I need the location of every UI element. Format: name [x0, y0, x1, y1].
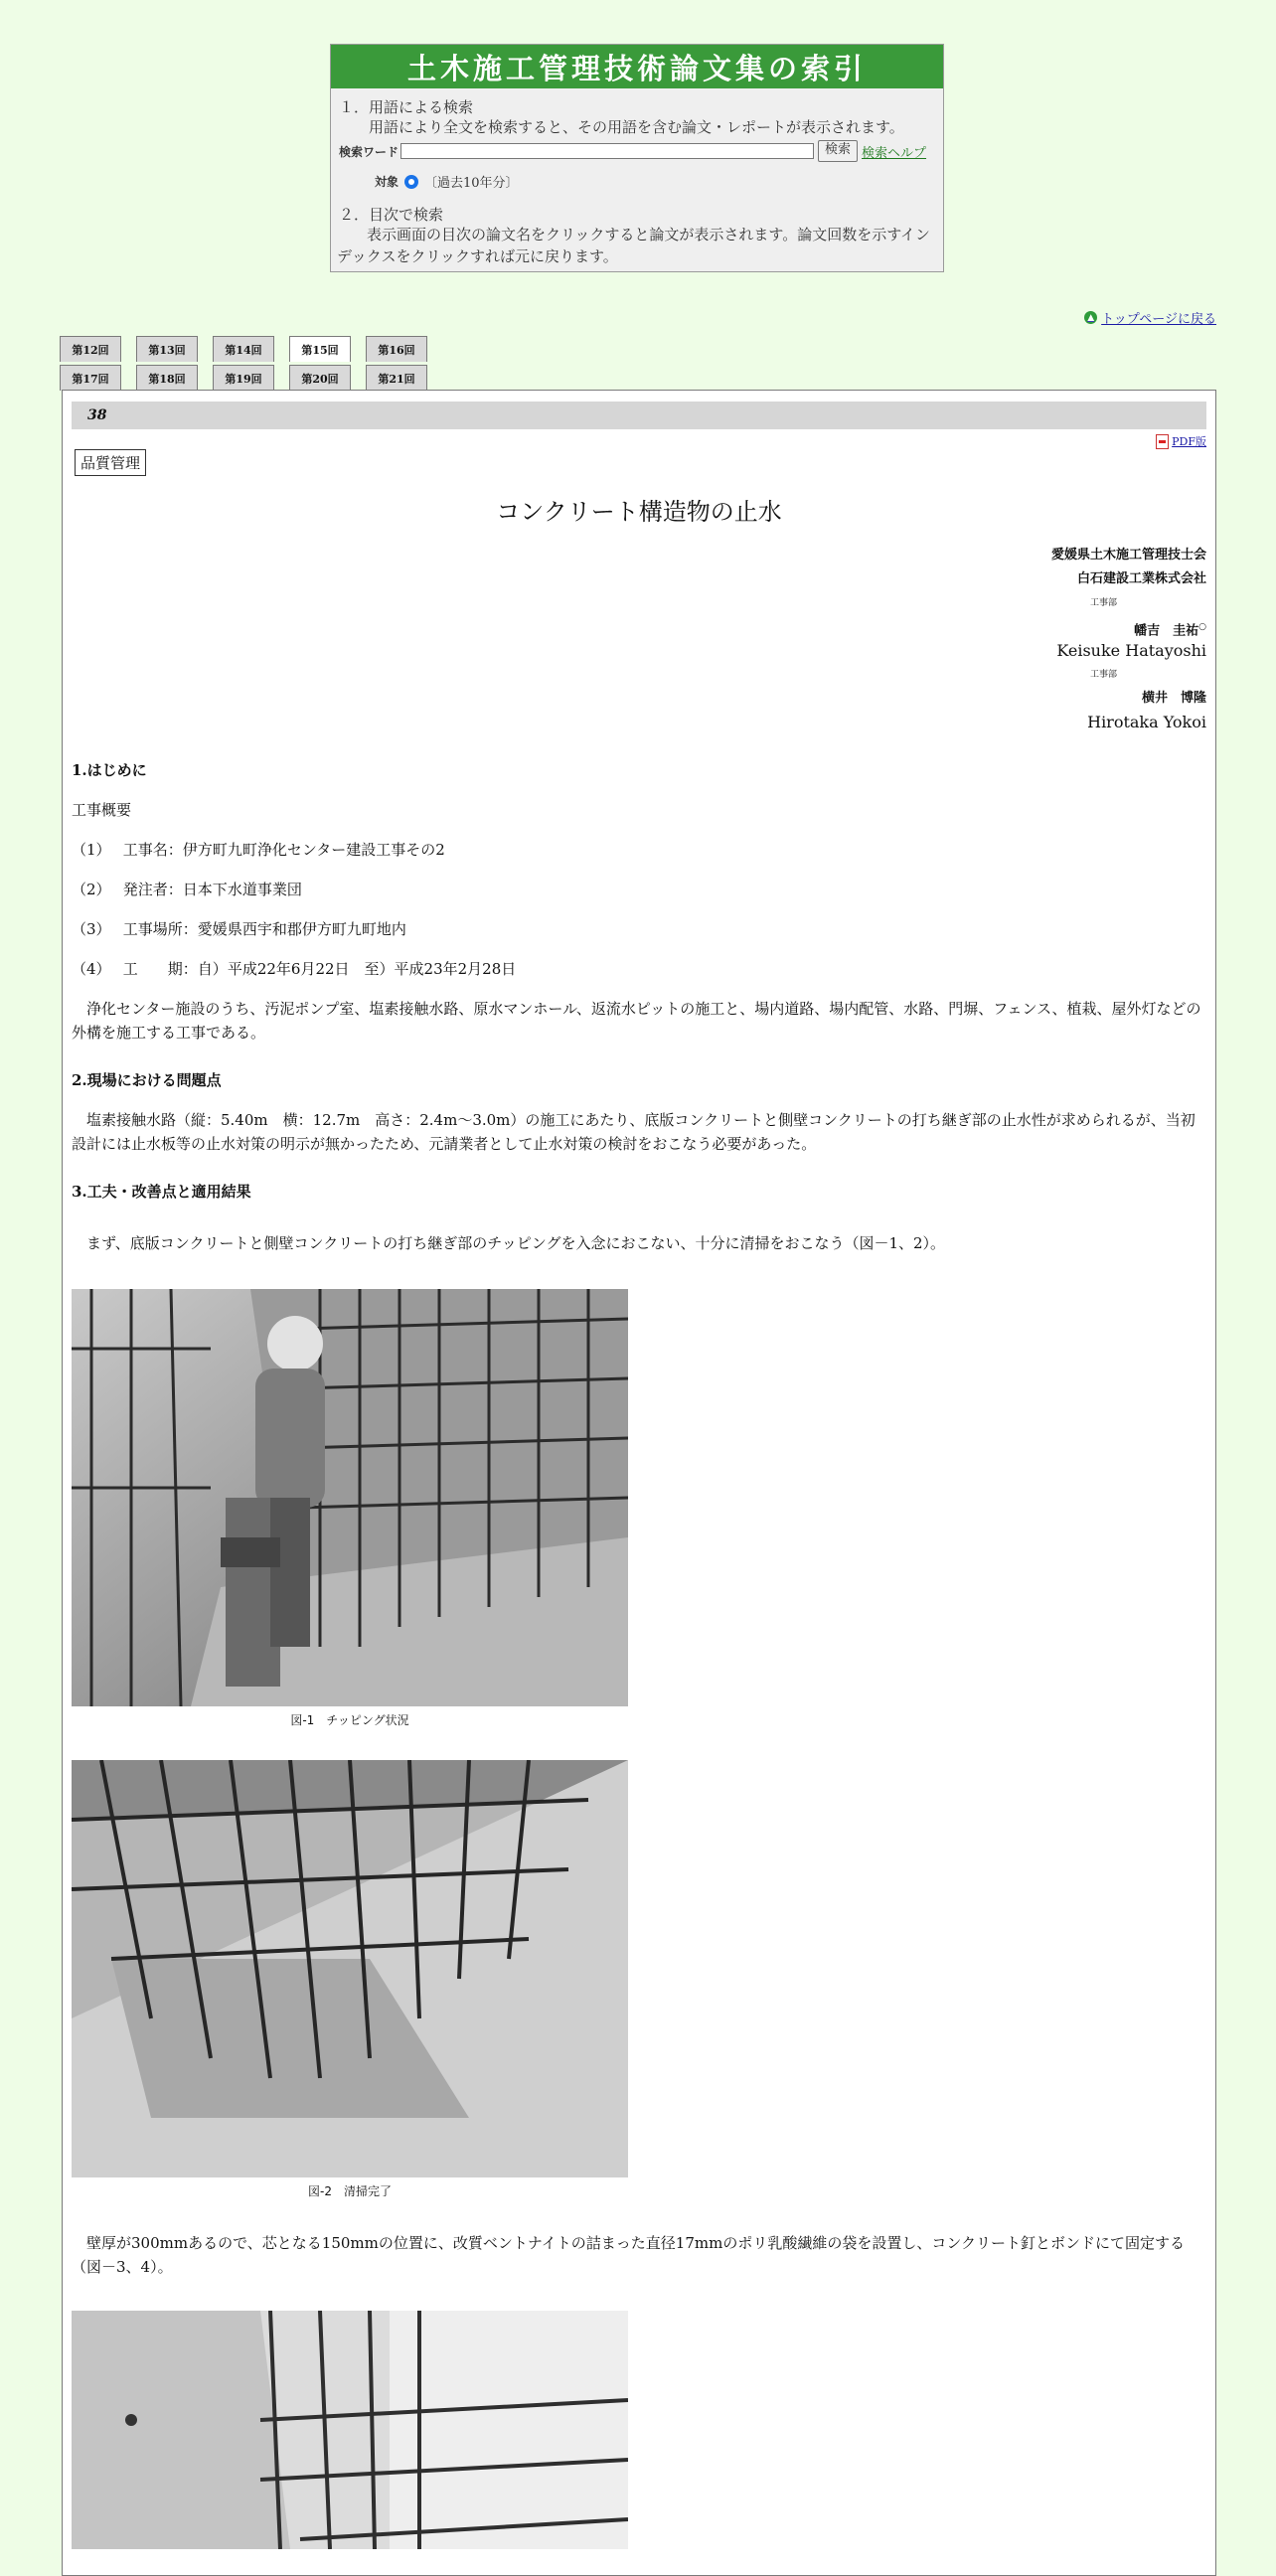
- figure-1-caption: 図-1 チッピング状況: [290, 1713, 409, 1727]
- target-option: 〔過去10年分〕: [424, 176, 519, 191]
- overview-heading: 工事概要: [72, 801, 132, 819]
- paragraph: 壁厚が300mmあるので、芯となる150mmの位置に、改質ベントナイトの詰まった直径17mmのポリ乳酸繊維の袋を設置し、コンクリート釘とボンドにて固定する（図－3、4）。: [72, 2234, 1186, 2276]
- paragraph: まず、底版コンクリートと側壁コンクリートの打ち継ぎ部のチッピングを入念におこない、十分に清掃をおこなう（図－1、2）。: [86, 1234, 946, 1252]
- paragraph: 浄化センター施設のうち、汚泥ポンプ室、塩素接触水路、原水マンホール、返流水ピットの施工と、場内道路、場内配管、水路、門塀、フェンス、植栽、屋外灯などの外構を施工する工事である。: [72, 1000, 1201, 1042]
- search-row: [339, 140, 926, 162]
- target-label: 対象: [375, 175, 399, 189]
- list-item: （1） 工事名：伊方町九町浄化センター建設工事その2: [72, 841, 445, 859]
- category-badge: 品質管理: [75, 449, 146, 476]
- target-radio[interactable]: [404, 175, 418, 189]
- section2-desc: 表示画面の目次の論文名をクリックすると論文が表示されます。論文回数を示すインデックスをクリックすれば元に戻ります。: [337, 226, 930, 265]
- tab-18[interactable]: 第18回: [136, 365, 198, 391]
- tab-14[interactable]: 第14回: [213, 336, 274, 362]
- author2-romaji: Hirotaka Yokoi: [1087, 713, 1206, 731]
- tab-21[interactable]: 第21回: [366, 365, 427, 391]
- pdf-icon: [1156, 434, 1169, 449]
- search-panel: [330, 44, 944, 272]
- tab-12[interactable]: 第12回: [60, 336, 121, 362]
- list-item: （2） 発注者：日本下水道事業団: [72, 881, 302, 898]
- search-help-link[interactable]: 検索ヘルプ: [862, 145, 927, 161]
- top-page-link[interactable]: [1084, 308, 1216, 327]
- tab-16[interactable]: 第16回: [366, 336, 427, 362]
- tab-20[interactable]: 第20回: [289, 365, 351, 391]
- figure-2-photo: [72, 1760, 628, 2177]
- search-input[interactable]: [400, 143, 814, 159]
- author1-romaji: Keisuke Hatayoshi: [1056, 641, 1206, 660]
- section2-title: ２．目次で検索: [339, 206, 444, 224]
- article-title: コンクリート構造物の止水: [496, 498, 782, 526]
- paragraph: 塩素接触水路（縦：5.40m 横：12.7m 高さ：2.4m～3.0m）の施工にあたり、底版コンクリートと側壁コンクリートの打ち継ぎ部の止水性が求められるが、当初設計には止水板等の止水対策の明示が無かったため、元請業者として止水対策の検討をおこなう必要があった。: [72, 1111, 1196, 1153]
- section-heading-1: 1.はじめに: [72, 761, 147, 779]
- tab-13[interactable]: 第13回: [136, 336, 198, 362]
- pdf-link-label: PDF版: [1172, 435, 1206, 448]
- banner-title: 土木施工管理技術論文集の索引: [331, 45, 943, 88]
- author1-name: 幡吉 圭祐○: [1134, 622, 1206, 639]
- top-page-link-label: トップページに戻る: [1101, 312, 1216, 327]
- company-name: 白石建設工業株式会社: [1076, 571, 1206, 586]
- tab-17[interactable]: 第17回: [60, 365, 121, 391]
- target-row: [375, 172, 519, 191]
- org-name: 愛媛県土木施工管理技士会: [1050, 548, 1206, 563]
- figure-2-caption: 図-2 清掃完了: [308, 2184, 392, 2198]
- search-label: 検索ワード: [339, 144, 399, 159]
- section1-title: １．用語による検索: [339, 98, 474, 116]
- section1-desc: 用語により全文を検索すると、その用語を含む論文・レポートが表示されます。: [369, 118, 904, 136]
- dept-label: 工事部: [1089, 598, 1117, 608]
- author-block: [1051, 544, 1206, 734]
- figure-1-photo: [72, 1289, 628, 1706]
- article-number: 38: [72, 402, 1206, 429]
- arrow-up-icon: ▲: [1084, 311, 1097, 324]
- dept-label: 工事部: [1089, 670, 1117, 680]
- list-item: （4） 工 期：自）平成22年6月22日 至）平成23年2月28日: [72, 960, 517, 978]
- section-heading-2: 2.現場における問題点: [72, 1071, 222, 1089]
- pdf-link[interactable]: [1156, 433, 1206, 449]
- section-heading-3: 3.工夫・改善点と適用結果: [72, 1183, 251, 1201]
- tab-15[interactable]: 第15回: [289, 336, 351, 362]
- search-button[interactable]: 検索: [818, 140, 858, 162]
- list-item: （3） 工事場所：愛媛県西宇和郡伊方町九町地内: [72, 920, 406, 938]
- article-panel: [62, 390, 1216, 2576]
- author2-name: 横井 博隆: [1141, 691, 1206, 706]
- tab-19[interactable]: 第19回: [213, 365, 274, 391]
- figure-3-photo: [72, 2311, 628, 2549]
